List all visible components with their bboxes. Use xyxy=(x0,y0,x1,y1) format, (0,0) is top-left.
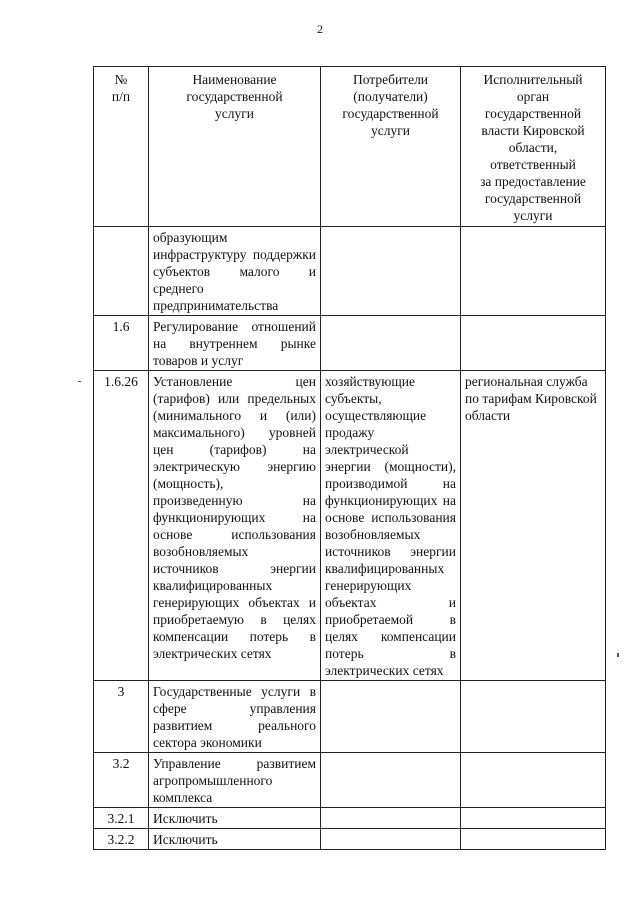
row-executor xyxy=(461,227,606,316)
services-table xyxy=(93,66,606,850)
row-num: 3.2.2 xyxy=(94,829,149,850)
row-consumers xyxy=(321,227,461,316)
row-executor xyxy=(461,808,606,829)
row-name: образующим инфраструктуру поддержки субъектов малого и среднего предпринимательства xyxy=(149,227,321,316)
row-consumers xyxy=(321,753,461,808)
header-name: Наименование государственной услуги xyxy=(149,67,321,227)
scan-mark xyxy=(78,381,81,382)
row-executor xyxy=(461,316,606,371)
header-num: № п/п xyxy=(94,67,149,227)
row-name: Исключить xyxy=(149,829,321,850)
table-row xyxy=(94,753,606,808)
row-executor xyxy=(461,753,606,808)
row-num: 3.2 xyxy=(94,753,149,808)
row-name: Государственные услуги в сфере управления развитием реального сектора экономики xyxy=(149,681,321,753)
header-consumers: Потребители (получатели) государственной услуги xyxy=(321,67,461,227)
row-name: Установление цен (тарифов) или предельных (минимального и (или) максимального) уровней цен (тарифов) на электрическую энергию (мощность), произведенную на функционирующих на основе использования возобновляемых источников энергии квалифицированных генерирующих объектах и приобретаемую в целях компенсации потерь в электрических сетях xyxy=(149,371,321,681)
row-executor xyxy=(461,829,606,850)
table-row xyxy=(94,681,606,753)
row-executor: региональная служба по тарифам Кировской области xyxy=(461,371,606,681)
row-consumers xyxy=(321,808,461,829)
row-num: 1.6 xyxy=(94,316,149,371)
row-consumers xyxy=(321,316,461,371)
row-num: 3 xyxy=(94,681,149,753)
row-num xyxy=(94,227,149,316)
row-num: 3.2.1 xyxy=(94,808,149,829)
scan-mark xyxy=(617,653,619,657)
table-row xyxy=(94,371,606,681)
row-consumers xyxy=(321,829,461,850)
header-executor: Исполнительный орган государственной власти Кировской области, ответственный за предоставление государственной услуги xyxy=(461,67,606,227)
row-executor xyxy=(461,681,606,753)
table-row xyxy=(94,227,606,316)
table-row xyxy=(94,808,606,829)
row-num: 1.6.26 xyxy=(94,371,149,681)
row-name: Управление развитием агропромышленного комплекса xyxy=(149,753,321,808)
row-consumers xyxy=(321,681,461,753)
row-name: Исключить xyxy=(149,808,321,829)
row-name: Регулирование отношений на внутреннем рынке товаров и услуг xyxy=(149,316,321,371)
row-consumers: хозяйствующие субъекты, осуществляющие продажу электрической энергии (мощности), производимой на функционирующих на основе использования возобновляемых источников энергии квалифицированных генерирующих объектах и приобретаемой в целях компенсации потерь в электрических сетях xyxy=(321,371,461,681)
table-row xyxy=(94,829,606,850)
table-row xyxy=(94,316,606,371)
table-header-row xyxy=(94,67,606,227)
page-number: 2 xyxy=(317,22,323,36)
